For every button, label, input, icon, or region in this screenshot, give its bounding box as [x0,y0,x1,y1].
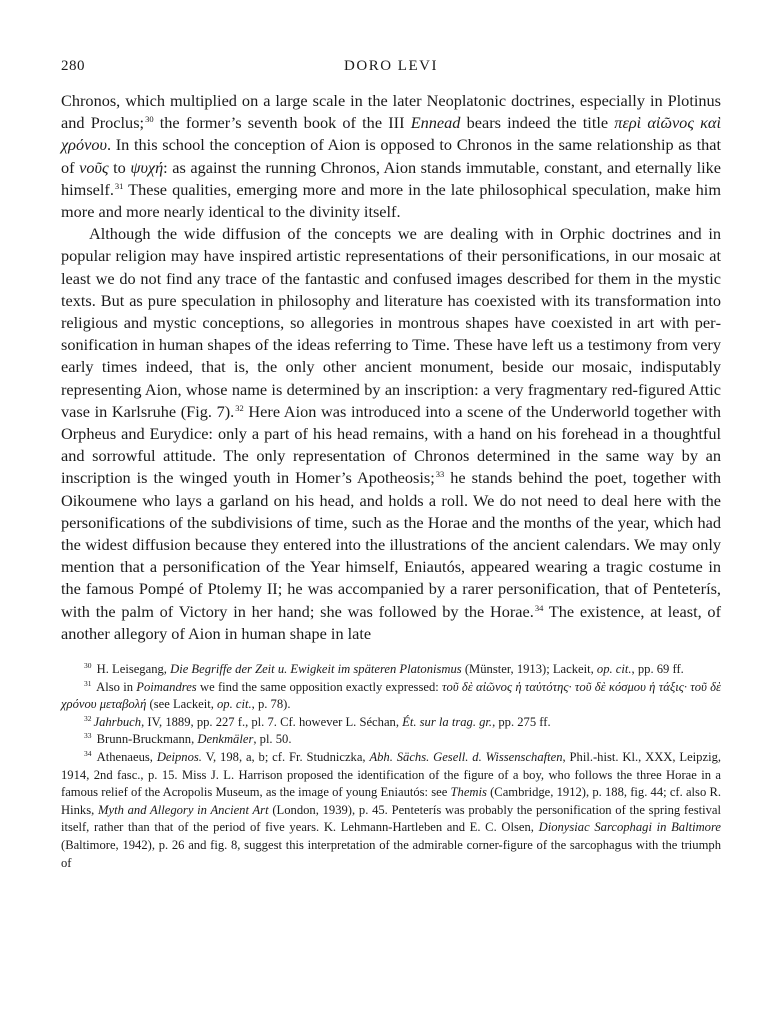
footnote-31 [61,679,721,714]
footnote-ref-32: 32 [235,402,244,413]
greek-quote: τοῦ δὲ αἰῶνος ἡ ταὐτότης· τοῦ δὲ κόσμου ἡ τάξις· τοῦ δὲ χρόνου μεταβολή [61,679,721,712]
text-run: Athenaeus, [93,750,157,765]
text-run: Although the wide diffusion of the concepts we are dealing with in Orphic doctrines and in popular religion may have inspired artistic representations of their personifications, in our mosaic at least we do not find any trace of the fantastic and confused images described for them in the mystic texts. But as pure speculation in philosophy and literature has coexisted with its transformation into religious and mystic conceptions, so allegories in montrous shapes have coexisted in art with personification in human shapes of the ideas referring to Time. These have left us a testimony from very early times indeed, that is, the only other ancient monument, beside our mosaic, indisputably representing Aion, whose name is determined by an inscription: a very fragmentary red-figured Attic vase in Karlsruhe (Fig. 7). [61,224,721,421]
text-run: , pp. 275 ff. [492,714,551,729]
text-run: bears indeed the title [460,113,615,133]
text-run: : as against the running Chronos, Aion stands immutable, constant, and eternally like himself. [61,157,722,199]
italic-title: Poimandres [136,679,197,694]
text-run: Chronos, which multiplied on a large scale in the later Neoplatonic doctrines, especially in Plotinus and Proclus; [61,91,721,133]
text-run: . In this school the conception of Aion is opposed to Chronos in the same relationship as that of [61,135,721,177]
paragraph-1 [61,90,721,223]
italic-title: Denkmäler [197,732,254,747]
text-run: the former’s seventh book of the III [153,113,411,133]
footnote-ref-30: 30 [145,114,154,125]
footnote-number: 30 [84,661,92,671]
footnote-30 [61,661,721,679]
italic-title: Die Begriffe der Zeit u. Ewigkeit im späteren Platonismus [170,662,462,677]
paragraph-2 [61,223,721,645]
text-run: The existence, at least, of another allegory of Aion in human shape in late [61,601,721,643]
text-run: Brunn-Bruckmann, [93,732,198,747]
footnote-number: 33 [84,731,92,741]
italic-abbrev: op. cit. [217,697,252,712]
body-text [61,90,721,645]
footnote-number: 32 [84,713,92,723]
page [61,58,721,872]
greek-psyche: ψυχή [130,157,164,177]
footnote-ref-33: 33 [435,469,445,480]
text-run: , IV, 1889, pp. 227 f., pl. 7. Cf. however L. Séchan, [141,714,403,729]
greek-nous: νοῦς [79,157,109,177]
footnote-ref-31: 31 [114,180,124,191]
text-run: (see Lackeit, [146,697,217,712]
italic-title: Jahrbuch [93,714,142,729]
greek-title: περὶ αἰῶνος καὶ χρόνου [61,113,721,155]
text-run: H. Leisegang, [93,662,171,677]
italic-title: Myth and Allegory in Ancient Art [98,802,269,817]
text-run: we find the same opposition exactly expressed: [196,679,443,694]
text-run: , p. 78). [251,697,291,712]
page-number: 280 [61,58,85,74]
text-run: , pp. 69 ff. [631,662,684,677]
footnote-number: 31 [84,678,92,688]
text-run: (Münster, 1913); Lackeit, [461,662,597,677]
footnotes [61,661,721,872]
footnote-number: 34 [84,749,92,759]
footnote-32 [61,714,721,732]
text-run: V, 198, a, b; cf. Fr. Studniczka, [201,750,370,765]
text-run: , Phil.-hist. Kl., XXX, Leipzig, 1914, 2nd fasc., p. 15. Miss J. L. Harrison proposed the identification of the figure of a boy, who follows the three Horae in a famous relief of the Acropolis Museum, as the image of young Eniautós: see [61,750,722,800]
italic-title: Abh. Sächs. Gesell. d. Wissenschaften [369,750,563,765]
text-run: (Baltimore, 1942), p. 26 and fig. 8, suggest this interpretation of the admirable corner-figure of the sarcophagus with the triumph of [61,838,721,870]
italic-title: Dionysiac Sarcophagi in Baltimore [538,820,721,835]
text-run: to [108,157,131,177]
italic-title: Deipnos. [156,750,202,765]
text-run: These qualities, emerging more and more in the late philosophical speculation, make him more and more nearly identical to the divinity itself. [61,179,721,222]
text-run: (London, 1939), p. 45. Penteterís was probably the personification of the spring festival itself, rather than that of the period of five years. K. Lehmann-Hartleben and E. C. Olsen, [61,802,721,835]
running-title: DORO LEVI [344,58,438,74]
footnote-34 [61,749,721,872]
text-run: Here Aion was introduced into a scene of the Underworld together with Orpheus and Eurydice: only a part of his head remains, with a hand on his forehead in a thoughtful and sorrowful attitude. The only representation of Chronos determined in the same way by an inscription is the winged youth in Homer’s Apotheosis; [61,401,721,488]
italic-title: Ét. sur la trag. gr. [402,714,493,729]
text-run: he stands behind the poet, together with Oikoumene who lays a garland on his head, and holds a roll. We do not need to deal here with the personifications of the subdivisions of time, such as the Horae and the months of the year, which had the widest diffusion because they entered into the illustrations of the ancient calendars. We may only mention that a personification of the Year himself, Eniautós, appeared wearing a tragic costume in the famous Pompé of Ptolemy II; he was accompanied by a rarer personification, that of Penteterís, with the palm of Victory in her hand; she was followed by the Horae. [61,468,721,621]
footnote-33 [61,731,721,749]
footnote-ref-34: 34 [534,602,544,613]
text-run: Also in [93,679,137,694]
italic-title: Themis [450,785,487,800]
title-ennead: Ennead [410,113,461,133]
italic-abbrev: op. cit. [596,662,632,677]
running-head [61,58,721,80]
text-run: (Cambridge, 1912), p. 188, fig. 44; cf. also R. Hinks, [61,785,721,817]
text-run: , pl. 50. [253,732,292,747]
